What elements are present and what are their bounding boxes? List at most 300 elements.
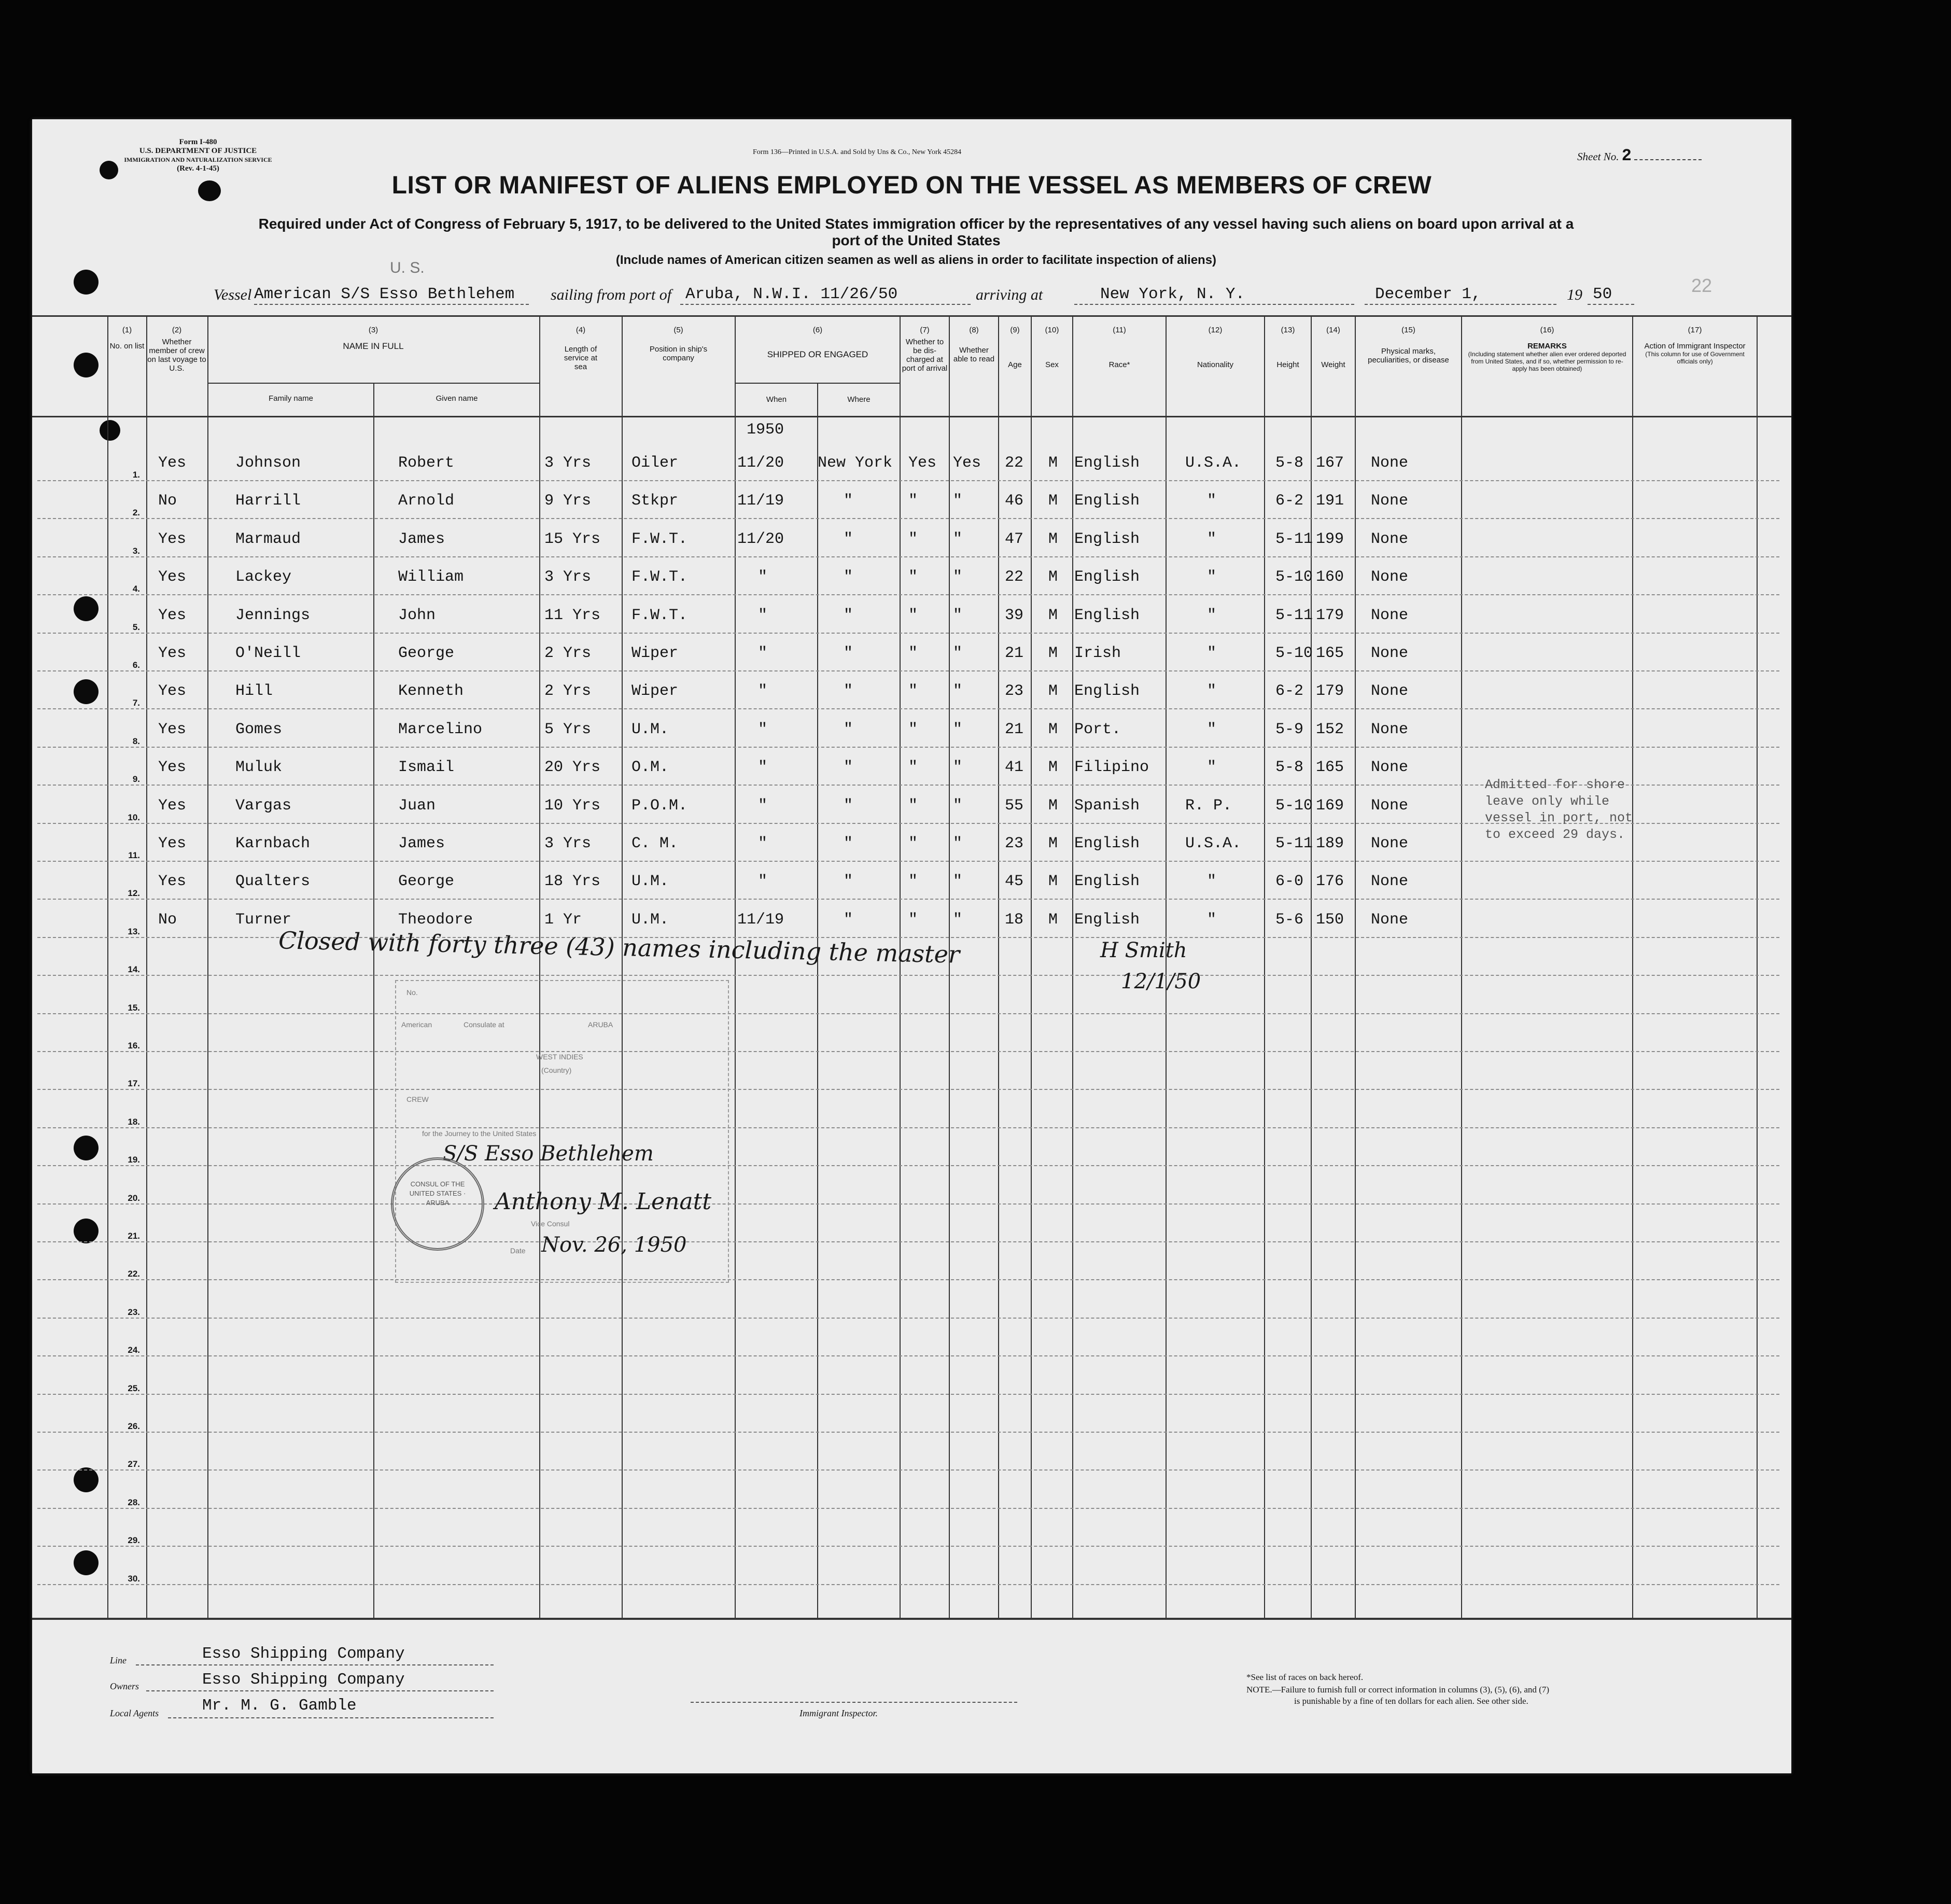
crew-discharged-cell: Yes xyxy=(908,454,937,472)
crew-family-cell: Lackey xyxy=(235,568,292,586)
crew-when-cell: " xyxy=(758,873,768,891)
printer-line: Form 136—Printed in U.S.A. and Sold by Uns & Co., New York 45284 xyxy=(753,148,962,156)
crew-race-cell: Irish xyxy=(1074,645,1121,662)
sailing-label: sailing from port of xyxy=(551,286,672,303)
crew-position-cell: C. M. xyxy=(631,835,679,852)
crew-weight-cell: 167 xyxy=(1316,454,1344,472)
crew-given-cell: George xyxy=(398,873,455,891)
crew-discharged-cell: " xyxy=(908,720,918,738)
form-id-block xyxy=(110,138,286,173)
crew-read-cell: " xyxy=(953,568,963,586)
crew-service-cell: 3 Yrs xyxy=(544,835,592,852)
vessel-label: Vessel xyxy=(214,286,252,303)
row-number: 3. xyxy=(132,545,140,556)
sheet-value: 2 xyxy=(1621,146,1632,165)
crew-prev-cell: Yes xyxy=(158,606,187,624)
crew-nationality-cell: " xyxy=(1207,720,1217,738)
crew-service-cell: 18 Yrs xyxy=(544,873,601,891)
row-rule xyxy=(37,1089,1779,1090)
crew-height-cell: 5-11 xyxy=(1275,606,1313,624)
crew-service-cell: 20 Yrs xyxy=(544,759,601,777)
row-number: 27. xyxy=(128,1459,140,1469)
crew-where-cell: " xyxy=(844,873,853,891)
crew-prev-cell: Yes xyxy=(158,835,187,852)
stamp-country-label: (Country) xyxy=(541,1066,572,1074)
row-rule xyxy=(37,480,1779,481)
row-number: 14. xyxy=(128,964,140,975)
row-number: 1. xyxy=(132,470,140,480)
crew-given-cell: Kenneth xyxy=(398,682,464,701)
row-rule xyxy=(37,975,1779,976)
crew-position-cell: U.M. xyxy=(631,873,669,891)
crew-nationality-cell: R. P. xyxy=(1185,796,1232,815)
row-number: 10. xyxy=(128,812,140,822)
crew-sex-cell: M xyxy=(1048,645,1058,662)
crew-given-cell: Theodore xyxy=(398,911,473,929)
crew-discharged-cell: " xyxy=(908,873,918,891)
crew-weight-cell: 176 xyxy=(1316,873,1344,891)
crew-read-cell: " xyxy=(953,873,963,891)
crew-nationality-cell: U.S.A. xyxy=(1185,835,1242,852)
crew-sex-cell: M xyxy=(1048,454,1058,472)
crew-race-cell: English xyxy=(1074,454,1140,472)
page-mark: 22 xyxy=(1691,275,1713,296)
crew-height-cell: 6-0 xyxy=(1275,873,1304,891)
crew-family-cell: Vargas xyxy=(235,796,292,815)
crew-marks-cell: None xyxy=(1371,873,1409,891)
crew-given-cell: George xyxy=(398,645,455,662)
crew-age-cell: 21 xyxy=(1005,645,1024,662)
crew-sex-cell: M xyxy=(1048,568,1058,586)
crew-sex-cell: M xyxy=(1048,796,1058,815)
crew-family-cell: Hill xyxy=(235,682,273,701)
crew-nationality-cell: " xyxy=(1207,606,1217,624)
crew-height-cell: 5-11 xyxy=(1275,530,1313,548)
crew-prev-cell: No xyxy=(158,492,177,510)
crew-sex-cell: M xyxy=(1048,720,1058,738)
row-rule xyxy=(37,633,1779,634)
row-number: 25. xyxy=(128,1383,140,1393)
crew-age-cell: 45 xyxy=(1005,873,1024,891)
crew-read-cell: " xyxy=(953,796,963,815)
crew-age-cell: 23 xyxy=(1005,682,1024,701)
row-number: 4. xyxy=(132,584,140,594)
col-4-header: (4) Length of service at sea xyxy=(564,326,598,371)
arriving-port: New York, N. Y. xyxy=(1100,285,1245,303)
crew-discharged-cell: " xyxy=(908,759,918,777)
manifest-document xyxy=(32,119,1791,1773)
crew-weight-cell: 165 xyxy=(1316,645,1344,662)
crew-age-cell: 22 xyxy=(1005,454,1024,472)
crew-where-cell: " xyxy=(844,759,853,777)
row-number: 22. xyxy=(128,1269,140,1279)
crew-age-cell: 21 xyxy=(1005,720,1024,738)
crew-marks-cell: None xyxy=(1371,454,1409,472)
crew-prev-cell: No xyxy=(158,911,177,929)
row-rule xyxy=(37,1051,1779,1052)
crew-marks-cell: None xyxy=(1371,835,1409,852)
crew-height-cell: 6-2 xyxy=(1275,682,1304,701)
crew-service-cell: 1 Yr xyxy=(544,911,582,929)
punch-hole xyxy=(74,1550,99,1575)
crew-where-cell: " xyxy=(844,796,853,815)
crew-prev-cell: Yes xyxy=(158,759,187,777)
crew-nationality-cell: " xyxy=(1207,682,1217,701)
row-rule xyxy=(37,1508,1779,1509)
crew-height-cell: 5-9 xyxy=(1275,720,1304,738)
row-number: 7. xyxy=(132,698,140,708)
crew-nationality-cell: " xyxy=(1207,873,1217,891)
vessel-annotation: U. S. xyxy=(390,259,425,276)
crew-read-cell: " xyxy=(953,530,963,548)
crew-where-cell: " xyxy=(844,530,853,548)
crew-weight-cell: 169 xyxy=(1316,796,1344,815)
col-3-header: (3) NAME IN FULL xyxy=(343,326,404,351)
crew-height-cell: 5-10 xyxy=(1275,796,1313,815)
crew-discharged-cell: " xyxy=(908,682,918,701)
crew-family-cell: Muluk xyxy=(235,759,283,777)
subtitle-act: Required under Act of Congress of February 5, 1917, to be delivered to the United States immigration officer by the representatives of any vessel having such aliens on board upon arrival at a xyxy=(258,216,1574,232)
crew-given-cell: John xyxy=(398,606,436,624)
punch-hole xyxy=(74,1219,99,1243)
crew-where-cell: " xyxy=(844,835,853,852)
service: IMMIGRATION AND NATURALIZATION SERVICE xyxy=(124,156,272,163)
crew-position-cell: F.W.T. xyxy=(631,530,688,548)
row-rule xyxy=(37,1203,1779,1205)
crew-marks-cell: None xyxy=(1371,796,1409,815)
shore-leave-remark: Admitted for shore leave only while vessel in port, not to exceed 29 days. xyxy=(1485,777,1633,842)
crew-given-cell: Juan xyxy=(398,796,436,815)
crew-sex-cell: M xyxy=(1048,835,1058,852)
family-name-header: Family name xyxy=(269,394,313,403)
row-rule xyxy=(37,1165,1779,1166)
row-number: 11. xyxy=(128,850,140,860)
crew-family-cell: Gomes xyxy=(235,720,283,738)
crew-marks-cell: None xyxy=(1371,568,1409,586)
row-rule xyxy=(37,556,1779,557)
crew-prev-cell: Yes xyxy=(158,530,187,548)
crew-service-cell: 15 Yrs xyxy=(544,530,601,548)
crew-when-cell: " xyxy=(758,720,768,738)
stamp-title: Vice Consul xyxy=(531,1220,570,1228)
crew-given-cell: James xyxy=(398,530,445,548)
crew-family-cell: Turner xyxy=(235,911,292,929)
row-rule xyxy=(37,708,1779,709)
crew-height-cell: 5-10 xyxy=(1275,645,1313,662)
closing-note: Closed with forty three (43) names including the master xyxy=(278,926,960,969)
revision: (Rev. 4-1-45) xyxy=(177,164,219,173)
col-12-header: (12) Nationality xyxy=(1197,326,1234,369)
crew-where-cell: " xyxy=(844,911,853,929)
crew-marks-cell: None xyxy=(1371,606,1409,624)
crew-race-cell: English xyxy=(1074,911,1140,929)
consular-stamp xyxy=(395,980,729,1283)
row-rule xyxy=(37,594,1779,595)
crew-weight-cell: 189 xyxy=(1316,835,1344,852)
row-number: 23. xyxy=(128,1307,140,1317)
crew-given-cell: William xyxy=(398,568,464,586)
crew-height-cell: 6-2 xyxy=(1275,492,1304,510)
inspector-initials: H Smith xyxy=(1100,939,1187,962)
col-2-header: (2) Whether member of crew on last voyage to U.S. xyxy=(147,326,206,373)
when-header: When xyxy=(766,395,787,404)
crew-given-cell: James xyxy=(398,835,445,852)
crew-given-cell: Marcelino xyxy=(398,720,483,738)
row-rule xyxy=(37,518,1779,519)
crew-when-cell: 11/19 xyxy=(737,492,784,510)
row-number: 5. xyxy=(132,622,140,632)
row-rule xyxy=(37,1127,1779,1128)
punch-hole xyxy=(100,420,120,441)
row-number: 29. xyxy=(128,1535,140,1546)
col-13-header: (13) Height xyxy=(1276,326,1299,369)
col-16-header: (16) REMARKS (Including statement whether alien ever ordered deported from United States, and if so, whether permission to re-apply has been obtained) xyxy=(1468,326,1626,372)
row-number: 9. xyxy=(132,774,140,785)
punch-hole xyxy=(74,596,99,621)
row-rule xyxy=(37,1394,1779,1395)
col-9-header: (9) Age xyxy=(1008,326,1022,369)
crew-read-cell: Yes xyxy=(953,454,981,472)
crew-marks-cell: None xyxy=(1371,492,1409,510)
department: U.S. DEPARTMENT OF JUSTICE xyxy=(139,147,257,155)
crew-marks-cell: None xyxy=(1371,720,1409,738)
year-prefix: 19 xyxy=(1567,286,1582,303)
crew-discharged-cell: " xyxy=(908,568,918,586)
col-5-header: (5) Position in ship's company xyxy=(649,326,708,362)
row-number: 20. xyxy=(128,1193,140,1203)
row-number: 12. xyxy=(128,888,140,899)
crew-race-cell: Spanish xyxy=(1074,796,1140,815)
crew-when-cell: " xyxy=(758,568,768,586)
crew-read-cell: " xyxy=(953,492,963,510)
crew-read-cell: " xyxy=(953,720,963,738)
crew-race-cell: English xyxy=(1074,606,1140,624)
footer-owners-label: Owners xyxy=(110,1681,139,1691)
crew-position-cell: Wiper xyxy=(631,682,679,701)
crew-read-cell: " xyxy=(953,645,963,662)
crew-nationality-cell: " xyxy=(1207,645,1217,662)
crew-prev-cell: Yes xyxy=(158,645,187,662)
crew-prev-cell: Yes xyxy=(158,568,187,586)
footer-note-2: is punishable by a fine of ten dollars for each alien. See other side. xyxy=(1294,1696,1528,1706)
crew-when-cell: " xyxy=(758,759,768,777)
crew-age-cell: 55 xyxy=(1005,796,1024,815)
crew-sex-cell: M xyxy=(1048,606,1058,624)
stamp-consulate-at: Consulate at xyxy=(464,1020,504,1029)
crew-nationality-cell: U.S.A. xyxy=(1185,454,1242,472)
row-number: 16. xyxy=(128,1041,140,1051)
crew-when-cell: " xyxy=(758,645,768,662)
crew-marks-cell: None xyxy=(1371,682,1409,701)
row-rule xyxy=(37,1469,1779,1471)
inspector-label: Immigrant Inspector. xyxy=(799,1708,878,1718)
stamp-country: WEST INDIES xyxy=(536,1053,583,1061)
crew-discharged-cell: " xyxy=(908,835,918,852)
footer-note-1: NOTE.—Failure to furnish full or correct information in columns (3), (5), (6), and (7) xyxy=(1246,1685,1549,1695)
crew-age-cell: 47 xyxy=(1005,530,1024,548)
crew-when-cell: " xyxy=(758,682,768,701)
crew-family-cell: Harrill xyxy=(235,492,301,510)
crew-prev-cell: Yes xyxy=(158,454,187,472)
footer-line-value: Esso Shipping Company xyxy=(202,1645,405,1663)
subtitle-note: (Include names of American citizen seamen as well as aliens in order to facilitate inspection of aliens) xyxy=(615,253,1217,267)
crew-race-cell: English xyxy=(1074,530,1140,548)
page-title: LIST OR MANIFEST OF ALIENS EMPLOYED ON THE VESSEL AS MEMBERS OF CREW xyxy=(391,172,1432,199)
crew-discharged-cell: " xyxy=(908,645,918,662)
col-11-header: (11) Race* xyxy=(1108,326,1130,369)
row-number: 6. xyxy=(132,660,140,670)
crew-sex-cell: M xyxy=(1048,682,1058,701)
crew-given-cell: Ismail xyxy=(398,759,455,777)
col-7-header: (7) Whether to be dis-charged at port of arrival xyxy=(902,326,948,373)
crew-family-cell: O'Neill xyxy=(235,645,301,662)
crew-when-cell: " xyxy=(758,606,768,624)
stamp-american: American xyxy=(401,1020,432,1029)
crew-service-cell: 3 Yrs xyxy=(544,568,592,586)
crew-weight-cell: 152 xyxy=(1316,720,1344,738)
crew-given-cell: Arnold xyxy=(398,492,455,510)
row-rule xyxy=(37,747,1779,748)
crew-service-cell: 5 Yrs xyxy=(544,720,592,738)
row-number: 28. xyxy=(128,1497,140,1507)
crew-when-cell: 11/19 xyxy=(737,911,784,929)
where-header: Where xyxy=(847,395,871,404)
stamp-no-label: No. xyxy=(406,988,418,997)
row-number: 8. xyxy=(132,736,140,746)
crew-discharged-cell: " xyxy=(908,492,918,510)
crew-weight-cell: 165 xyxy=(1316,759,1344,777)
row-number: 19. xyxy=(128,1155,140,1165)
crew-position-cell: F.W.T. xyxy=(631,568,688,586)
row-rule xyxy=(37,670,1779,671)
crew-position-cell: U.M. xyxy=(631,911,669,929)
crew-height-cell: 5-8 xyxy=(1275,759,1304,777)
crew-race-cell: English xyxy=(1074,492,1140,510)
crew-nationality-cell: " xyxy=(1207,759,1217,777)
crew-discharged-cell: " xyxy=(908,606,918,624)
arriving-label: arriving at xyxy=(976,286,1043,303)
footer-agents-label: Local Agents xyxy=(110,1708,159,1718)
crew-read-cell: " xyxy=(953,682,963,701)
row-rule xyxy=(37,1584,1779,1585)
crew-when-cell: 11/20 xyxy=(737,530,784,548)
row-number: 21. xyxy=(128,1231,140,1241)
row-number: 30. xyxy=(128,1573,140,1584)
crew-height-cell: 5-11 xyxy=(1275,835,1313,852)
crew-when-cell: " xyxy=(758,796,768,815)
shipped-year: 1950 xyxy=(747,421,784,439)
row-number: 13. xyxy=(128,926,140,936)
crew-nationality-cell: " xyxy=(1207,568,1217,586)
crew-age-cell: 23 xyxy=(1005,835,1024,852)
sailing-port: Aruba, N.W.I. 11/26/50 xyxy=(685,285,898,303)
crew-service-cell: 11 Yrs xyxy=(544,606,601,624)
crew-prev-cell: Yes xyxy=(158,720,187,738)
punch-hole xyxy=(74,1467,99,1492)
crew-height-cell: 5-10 xyxy=(1275,568,1313,586)
crew-family-cell: Marmaud xyxy=(235,530,301,548)
crew-sex-cell: M xyxy=(1048,759,1058,777)
stamp-crew: CREW xyxy=(406,1095,429,1103)
form-number: Form I-480 xyxy=(179,138,217,146)
year-value: 50 xyxy=(1593,285,1612,303)
crew-read-cell: " xyxy=(953,759,963,777)
crew-where-cell: " xyxy=(844,492,853,510)
crew-height-cell: 5-6 xyxy=(1275,911,1304,929)
col-6-header: (6) SHIPPED OR ENGAGED xyxy=(767,326,868,359)
given-name-header: Given name xyxy=(436,394,478,403)
crew-family-cell: Johnson xyxy=(235,454,301,472)
punch-hole xyxy=(74,353,99,377)
crew-marks-cell: None xyxy=(1371,759,1409,777)
crew-position-cell: U.M. xyxy=(631,720,669,738)
crew-prev-cell: Yes xyxy=(158,873,187,891)
crew-where-cell: New York xyxy=(818,454,893,472)
crew-service-cell: 2 Yrs xyxy=(544,682,592,701)
crew-position-cell: O.M. xyxy=(631,759,669,777)
crew-service-cell: 9 Yrs xyxy=(544,492,592,510)
crew-position-cell: F.W.T. xyxy=(631,606,688,624)
crew-race-cell: English xyxy=(1074,835,1140,852)
row-number: 26. xyxy=(128,1421,140,1431)
crew-weight-cell: 191 xyxy=(1316,492,1344,510)
crew-race-cell: Filipino xyxy=(1074,759,1149,777)
col-17-header: (17) Action of Immigrant Inspector (This column for use of Government officials only) xyxy=(1644,326,1746,365)
crew-where-cell: " xyxy=(844,645,853,662)
crew-sex-cell: M xyxy=(1048,873,1058,891)
row-rule xyxy=(37,1013,1779,1014)
crew-position-cell: Oiler xyxy=(631,454,679,472)
crew-nationality-cell: " xyxy=(1207,911,1217,929)
crew-marks-cell: None xyxy=(1371,645,1409,662)
footer-agents-value: Mr. M. G. Gamble xyxy=(202,1697,357,1715)
crew-age-cell: 22 xyxy=(1005,568,1024,586)
crew-marks-cell: None xyxy=(1371,530,1409,548)
row-rule xyxy=(37,861,1779,862)
col-1-header: (1) No. on list xyxy=(109,326,145,351)
crew-family-cell: Jennings xyxy=(235,606,311,624)
stamp-place: ARUBA xyxy=(588,1020,613,1029)
crew-weight-cell: 160 xyxy=(1316,568,1344,586)
col-15-header: (15) Physical marks, peculiarities, or disease xyxy=(1368,326,1449,365)
crew-weight-cell: 179 xyxy=(1316,682,1344,701)
crew-race-cell: Port. xyxy=(1074,720,1121,738)
stamp-date-label: Date xyxy=(510,1247,526,1255)
crew-weight-cell: 199 xyxy=(1316,530,1344,548)
crew-age-cell: 46 xyxy=(1005,492,1024,510)
col-8-header: (8) Whether able to read xyxy=(953,326,995,363)
sheet-number xyxy=(1577,146,1702,165)
crew-when-cell: " xyxy=(758,835,768,852)
crew-discharged-cell: " xyxy=(908,530,918,548)
row-rule xyxy=(37,1279,1779,1280)
vessel-name: American S/S Esso Bethlehem xyxy=(254,285,515,303)
crew-service-cell: 2 Yrs xyxy=(544,645,592,662)
footer-line-label: Line xyxy=(110,1655,127,1665)
crew-age-cell: 39 xyxy=(1005,606,1024,624)
consular-seal: CONSUL OF THE UNITED STATES · ARUBA xyxy=(391,1157,484,1251)
arrival-date: December 1, xyxy=(1375,285,1481,303)
row-rule xyxy=(37,1318,1779,1319)
row-rule xyxy=(37,1355,1779,1356)
crew-nationality-cell: " xyxy=(1207,492,1217,510)
footer-races-note: *See list of races on back hereof. xyxy=(1246,1672,1364,1682)
punch-hole xyxy=(74,270,99,295)
crew-age-cell: 41 xyxy=(1005,759,1024,777)
stamp-signed-vessel: S/S Esso Bethlehem xyxy=(443,1142,654,1166)
crew-height-cell: 5-8 xyxy=(1275,454,1304,472)
crew-read-cell: " xyxy=(953,911,963,929)
